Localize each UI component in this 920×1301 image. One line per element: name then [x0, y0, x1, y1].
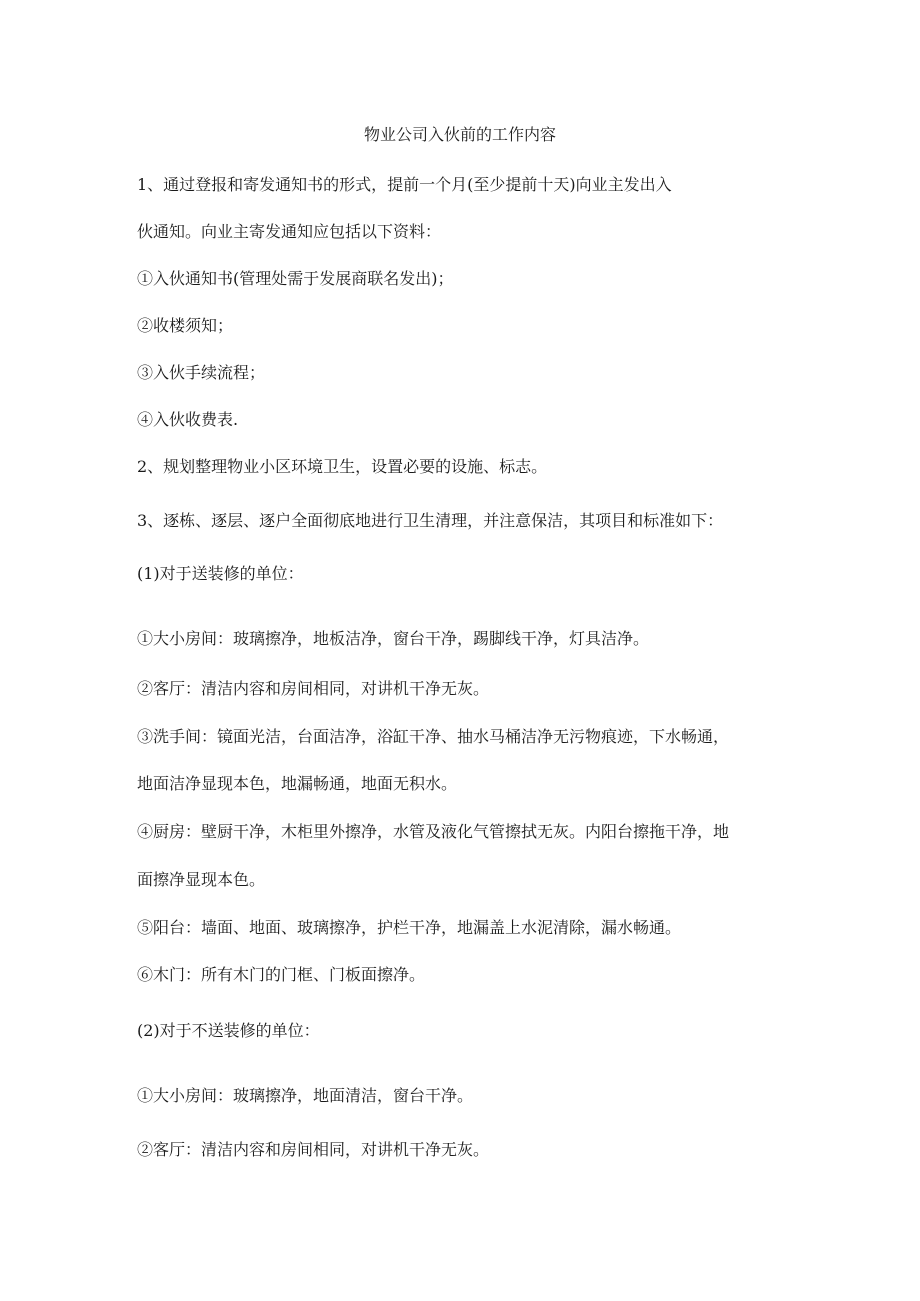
- paragraph-line: 面擦净显现本色。: [137, 870, 266, 889]
- list-item: ⑥木门：所有木门的门框、门板面擦净。: [137, 965, 426, 984]
- list-item: ①大小房间：玻璃擦净，地板洁净，窗台干净，踢脚线干净，灯具洁净。: [137, 629, 650, 648]
- list-item: ④厨房：壁厨干净，木柜里外擦净，水管及液化气管擦拭无灰。内阳台擦拖干净，地: [137, 822, 730, 841]
- paragraph-line: 1、通过登报和寄发通知书的形式，提前一个月(至少提前十天)向业主发出入: [137, 175, 672, 194]
- list-item: ①入伙通知书(管理处需于发展商联名发出)；: [137, 269, 454, 288]
- list-item: ③入伙手续流程；: [137, 363, 266, 382]
- list-item: ④入伙收费表.: [137, 410, 239, 429]
- list-item: ⑤阳台：墙面、地面、玻璃擦净，护栏干净，地漏盖上水泥清除，漏水畅通。: [137, 918, 682, 937]
- list-item: ②客厅：清洁内容和房间相同，对讲机干净无灰。: [137, 679, 490, 698]
- section-heading: (1)对于送装修的单位：: [137, 564, 304, 583]
- paragraph-line: 3、逐栋、逐层、逐户全面彻底地进行卫生清理，并注意保洁，其项目和标准如下：: [137, 511, 724, 530]
- list-item: ②客厅：清洁内容和房间相同，对讲机干净无灰。: [137, 1140, 490, 1159]
- paragraph-line: 伙通知。向业主寄发通知应包括以下资料：: [137, 222, 442, 241]
- document-title: 物业公司入伙前的工作内容: [363, 125, 556, 144]
- list-item: ②收楼须知；: [137, 316, 234, 335]
- list-item: ③洗手间：镜面光洁，台面洁净，浴缸干净、抽水马桶洁净无污物痕迹，下水畅通，: [137, 727, 730, 746]
- paragraph-line: 地面洁净显现本色，地漏畅通，地面无积水。: [137, 774, 458, 793]
- list-item: ①大小房间：玻璃擦净，地面清洁，窗台干净。: [137, 1086, 474, 1105]
- section-heading: (2)对于不送装修的单位：: [137, 1021, 320, 1040]
- paragraph-line: 2、规划整理物业小区环境卫生，设置必要的设施、标志。: [137, 457, 548, 476]
